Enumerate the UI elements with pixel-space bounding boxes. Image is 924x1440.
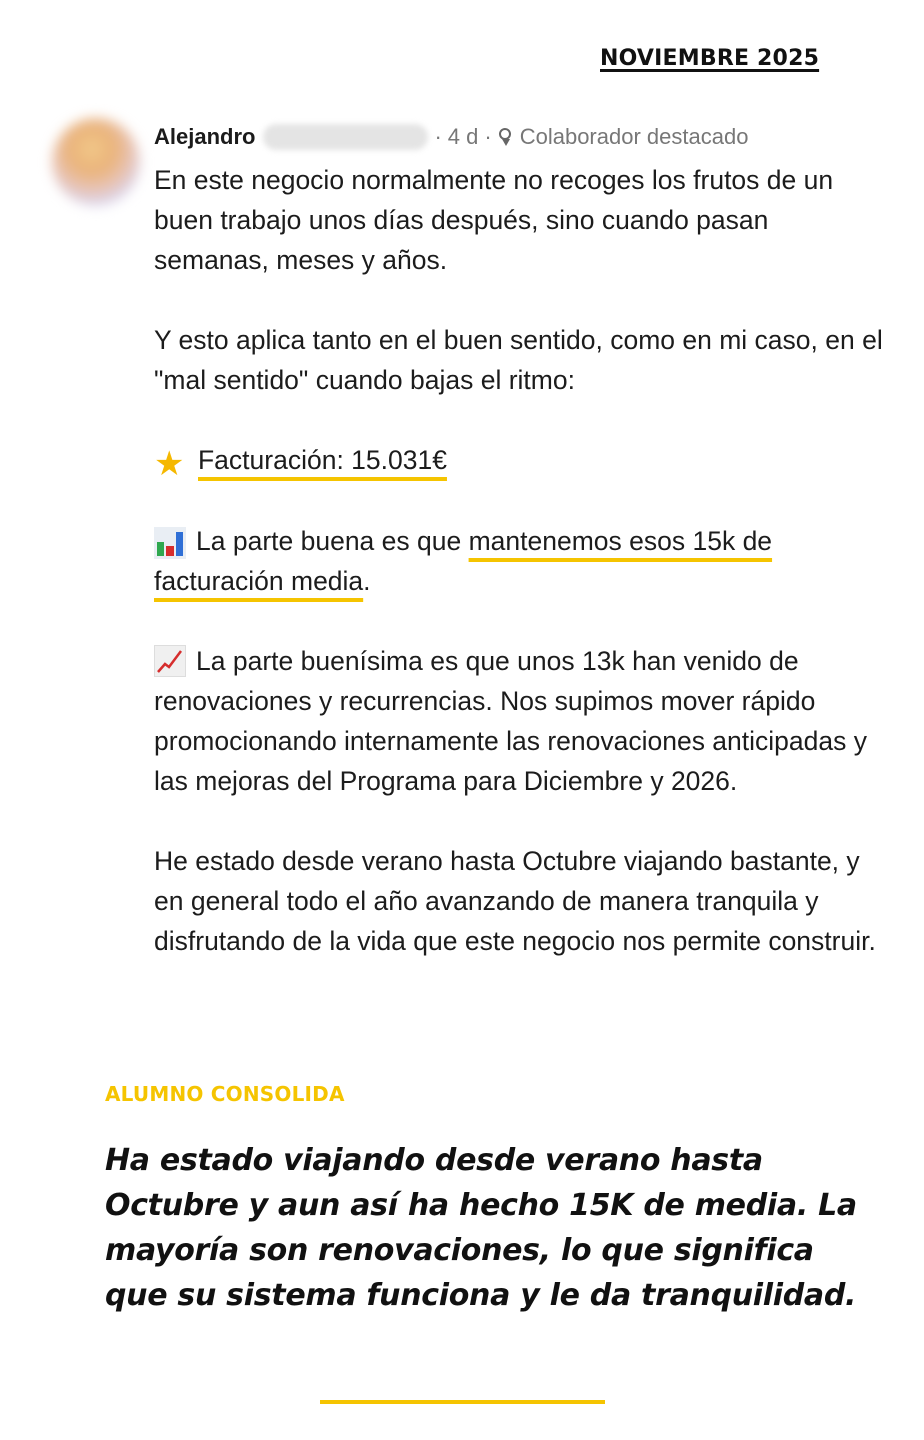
highlighted-average: mantenemos esos 15k de facturación media xyxy=(154,526,773,596)
separator: · xyxy=(484,124,492,149)
accent-divider xyxy=(320,1400,605,1404)
paragraph-3 xyxy=(154,440,884,481)
paragraph-1: En este negocio normalmente no recoges los frutos de un buen trabajo unos días después, sino cuando pasan semanas, meses y años. xyxy=(154,165,834,275)
post-body xyxy=(154,160,884,961)
badge-label: Colaborador destacado xyxy=(519,124,749,149)
award-icon xyxy=(498,127,514,147)
paragraph-6: He estado desde verano hasta Octubre viajando bastante, y en general todo el año avanzando de manera tranquila y disfrutando de la vida que este negocio nos permite construir. xyxy=(154,846,876,956)
separator: · xyxy=(434,124,442,149)
paragraph-4: La parte buena es que mantenemos esos 15k de facturación media. xyxy=(154,526,773,596)
blurred-surname xyxy=(263,124,428,150)
highlighted-revenue: ★ Facturación: 15.031€ xyxy=(154,445,447,483)
paragraph-5: La parte buenísima es que unos 13k han venido de renovaciones y recurrencias. Nos supimos mover rápido promocionando internamente las renovaciones anticipadas y las mejoras del Programa para Diciembre y 2026. xyxy=(154,646,867,796)
header-date: NOVIEMBRE 2025 xyxy=(600,46,820,71)
post-time: 4 d xyxy=(447,124,479,149)
chart-increasing-emoji-icon xyxy=(154,645,186,677)
post-meta xyxy=(154,124,748,150)
section-label: ALUMNO CONSOLIDA xyxy=(105,1082,345,1106)
avatar xyxy=(52,118,140,206)
summary-quote: Ha estado viajando desde verano hasta Octubre y aun así ha hecho 15K de media. La mayoría son renovaciones, lo que significa que su sistema funciona y le da tranquilidad. xyxy=(105,1143,857,1313)
author-name[interactable]: Alejandro xyxy=(154,124,256,149)
bar-chart-emoji-icon xyxy=(154,527,186,559)
star-emoji-icon: ★ xyxy=(154,445,185,483)
paragraph-2: Y esto aplica tanto en el buen sentido, como en mi caso, en el "mal sentido" cuando bajas el ritmo: xyxy=(154,325,883,395)
